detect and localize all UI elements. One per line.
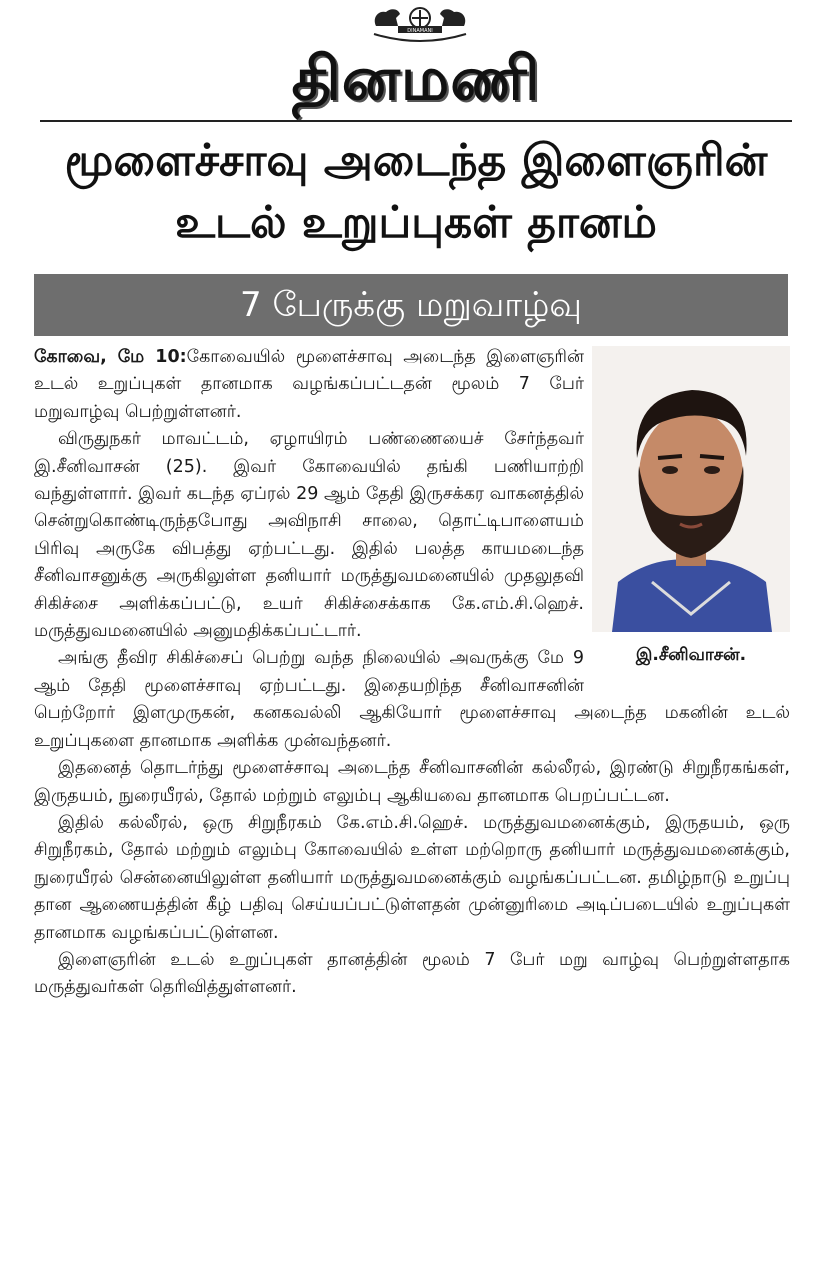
newspaper-name: தினமணி bbox=[291, 44, 541, 114]
headline-line-1: மூளைச்சாவு அடைந்த இளைஞரின் bbox=[64, 135, 768, 186]
masthead-rule bbox=[40, 120, 792, 122]
masthead bbox=[0, 0, 832, 120]
emblem-text: DINAMANI bbox=[407, 28, 433, 34]
paragraph-5: இதில் கல்லீரல், ஒரு சிறுநீரகம் கே.எம்.சி.ஹெச். மருத்துவமனைக்கும், இருதயம், ஒரு சிறுநீரகம், தோல் மற்றும் எலும்பு கோவையில் உள்ள மற்றொரு தனியார் மருத்துவமனைக்கும், நுரையீரல் சென்னையிலுள்ள தனியார் மருத்துவமனைக்கும் வழங்கப்பட்டன. தமிழ்நாடு உறுப்பு தான ஆணையத்தின் கீழ் பதிவு செய்யப்பட்டுள்ளதன் முன்னுரிமை அடிப்படையில் உறுப்புகள் தானமாக வழங்கப்பட்டுள்ளன. bbox=[34, 812, 790, 943]
article-headline bbox=[20, 130, 812, 254]
dateline: கோவை, மே 10: bbox=[34, 347, 187, 367]
paragraph-2: விருதுநகர் மாவட்டம், ஏழாயிரம் பண்ணையைச் சேர்ந்தவர் இ.சீனிவாசன் (25). இவர் கோவையில் தங்கி பணியாற்றி வந்துள்ளார். இவர் கடந்த ஏப்ரல் 29 ஆம் தேதி இருசக்கர வாகனத்தில் சென்றுகொண்டிருந்தபோது அவிநாசி சாலை, தொட்டிபாளையம் பிரிவு அருகே விபத்து ஏற்பட்டது. இதில் பலத்த காயமடைந்த சீனிவாசனுக்கு அருகிலுள்ள தனியார் மருத்துவமனையில் முதலுதவி சிகிச்சை அளிக்கப்பட்டு, உயர் சிகிச்சைக்காக கே.எம்.சி.ஹெச். மருத்துவமனையில் அனுமதிக்கப்பட்டார். bbox=[34, 429, 584, 642]
subheadline: 7 பேருக்கு மறுவாழ்வு bbox=[240, 285, 582, 325]
emblem-logo bbox=[368, 4, 472, 46]
headline-line-2: உடல் உறுப்புகள் தானம் bbox=[175, 197, 657, 248]
paragraph-1-text: கோவையில் மூளைச்சாவு அடைந்த இளைஞரின் உடல் உறுப்புகள் தானமாக வழங்கப்பட்டதன் மூலம் 7 பேர் மறுவாழ்வு பெற்றுள்ளனர். bbox=[34, 347, 584, 422]
person-photo bbox=[592, 346, 790, 632]
paragraph-4: இதனைத் தொடர்ந்து மூளைச்சாவு அடைந்த சீனிவாசனின் கல்லீரல், இரண்டு சிறுநீரகங்கள், இருதயம், நுரையீரல், தோல் மற்றும் எலும்பு ஆகியவை தானமாக பெறப்பட்டன. bbox=[34, 758, 790, 806]
photo-caption: இ.சீனிவாசன். bbox=[635, 645, 747, 665]
portrait-illustration bbox=[592, 346, 790, 632]
paragraph-6: இளைஞரின் உடல் உறுப்புகள் தானத்தின் மூலம் 7 பேர் மறு வாழ்வு பெற்றுள்ளதாக மருத்துவர்கள் தெரிவித்துள்ளனர். bbox=[34, 949, 790, 998]
subheadline-bar bbox=[34, 274, 788, 336]
paragraph-3: அங்கு தீவிர சிகிச்சைப் பெற்று வந்த நிலையில் அவருக்கு மே 9 ஆம் தேதி மூளைச்சாவு ஏற்பட்டது. இதையறிந்த சீனிவாசனின் பெற்றோர் இளமுருகன், கனகவல்லி ஆகியோர் மூளைச்சாவு அடைந்த மகனின் உடல் உறுப்புகளை தானமாக அளிக்க முன்வந்தனர். bbox=[34, 648, 790, 751]
